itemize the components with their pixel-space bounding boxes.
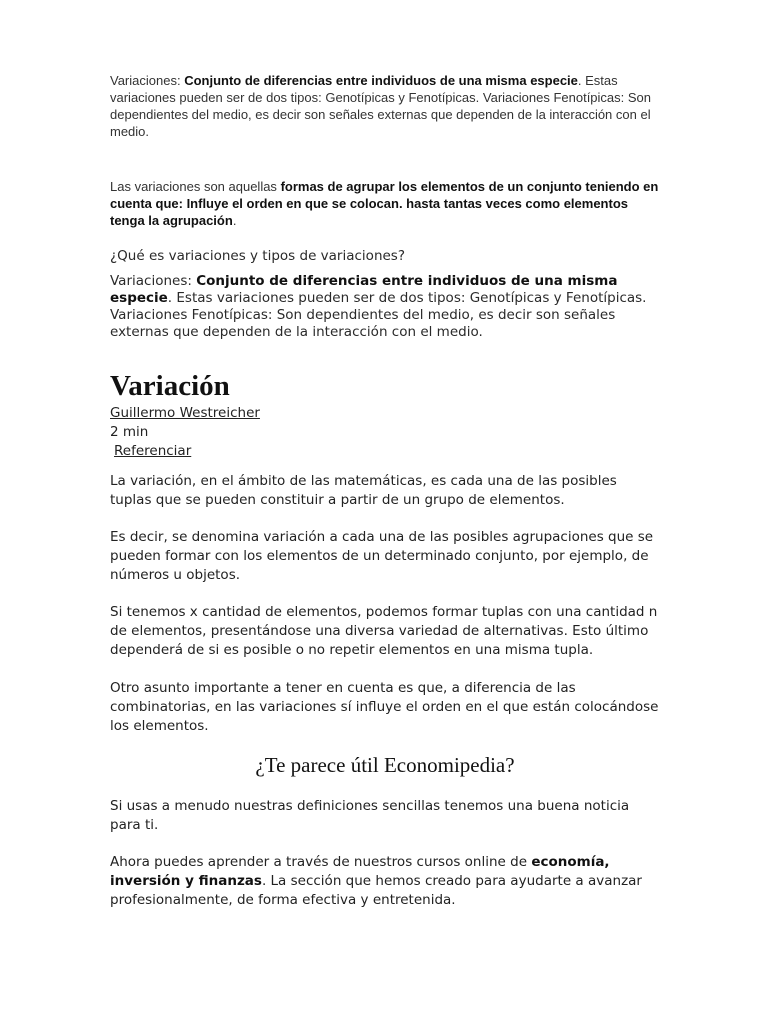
intro-3-rest: . Estas variaciones pueden ser de dos tipos: Genotípicas y Fenotípicas. Variaciones Fenotípicas: Son dependientes del medio, es decir son señales externas que dependen de la interacción con el medio. xyxy=(110,290,647,340)
article-paragraph: Si tenemos x cantidad de elementos, podemos formar tuplas con una cantidad n de elementos, presentándose una diversa variedad de alternativas. Esto último dependerá de si es posible o no repetir elementos en una misma tupla. xyxy=(110,604,658,658)
question-heading: ¿Qué es variaciones y tipos de variaciones? xyxy=(110,248,406,264)
article-paragraph: Es decir, se denomina variación a cada una de las posibles agrupaciones que se pueden formar con los elementos de un determinado conjunto, por ejemplo, de números u objetos. xyxy=(110,529,654,583)
intro-1-rest: . Estas variaciones pueden ser de dos tipos: Genotípicas y Fenotípicas. Variaciones Fenotípicas: Son dependientes del medio, es decir son señales externas que dependen de la interacción con el medio. xyxy=(110,73,652,139)
promo-paragraph-2 xyxy=(110,853,660,910)
article-title: Variación xyxy=(110,370,230,402)
promo-heading: ¿Te parece útil Economipedia? xyxy=(255,753,515,777)
promo-paragraph-1: Si usas a menudo nuestras definiciones sencillas tenemos una buena noticia para ti. xyxy=(110,798,630,833)
intro-3-bold: Conjunto de diferencias entre individuos de una misma especie xyxy=(110,273,618,306)
intro-1-bold: Conjunto de diferencias entre individuos de una misma especie xyxy=(184,73,578,88)
intro-3-lead: Variaciones: xyxy=(110,273,197,289)
promo-2-lead: Ahora puedes aprender a través de nuestros cursos online de xyxy=(110,854,532,870)
article-paragraph: Otro asunto importante a tener en cuenta es que, a diferencia de las combinatorias, en las variaciones sí influye el orden en el que están colocándose los elementos. xyxy=(110,680,659,734)
cite-link[interactable]: Referenciar xyxy=(114,443,192,459)
read-time: 2 min xyxy=(110,424,149,440)
promo-2-bold: economía, inversión y finanzas xyxy=(110,854,610,889)
intro-paragraph-1 xyxy=(110,72,660,140)
promo-2-rest: . La sección que hemos creado para ayudarte a avanzar profesionalmente, de forma efectiva y entretenida. xyxy=(110,873,642,908)
article-paragraph: La variación, en el ámbito de las matemáticas, es cada una de las posibles tuplas que se pueden constituir a partir de un grupo de elementos. xyxy=(110,473,617,508)
intro-paragraph-2 xyxy=(110,178,660,229)
intro-1-lead: Variaciones: xyxy=(110,73,185,88)
intro-paragraph-3 xyxy=(110,273,660,341)
author-link[interactable]: Guillermo Westreicher xyxy=(110,405,260,421)
intro-2-rest: . xyxy=(232,213,237,228)
article-meta xyxy=(110,404,660,461)
intro-2-bold: formas de agrupar los elementos de un conjunto teniendo en cuenta que: Influye el orden en que se colocan. hasta tantas veces como elementos tenga la agrupación xyxy=(110,179,659,228)
intro-2-lead: Las variaciones son aquellas xyxy=(110,179,281,194)
